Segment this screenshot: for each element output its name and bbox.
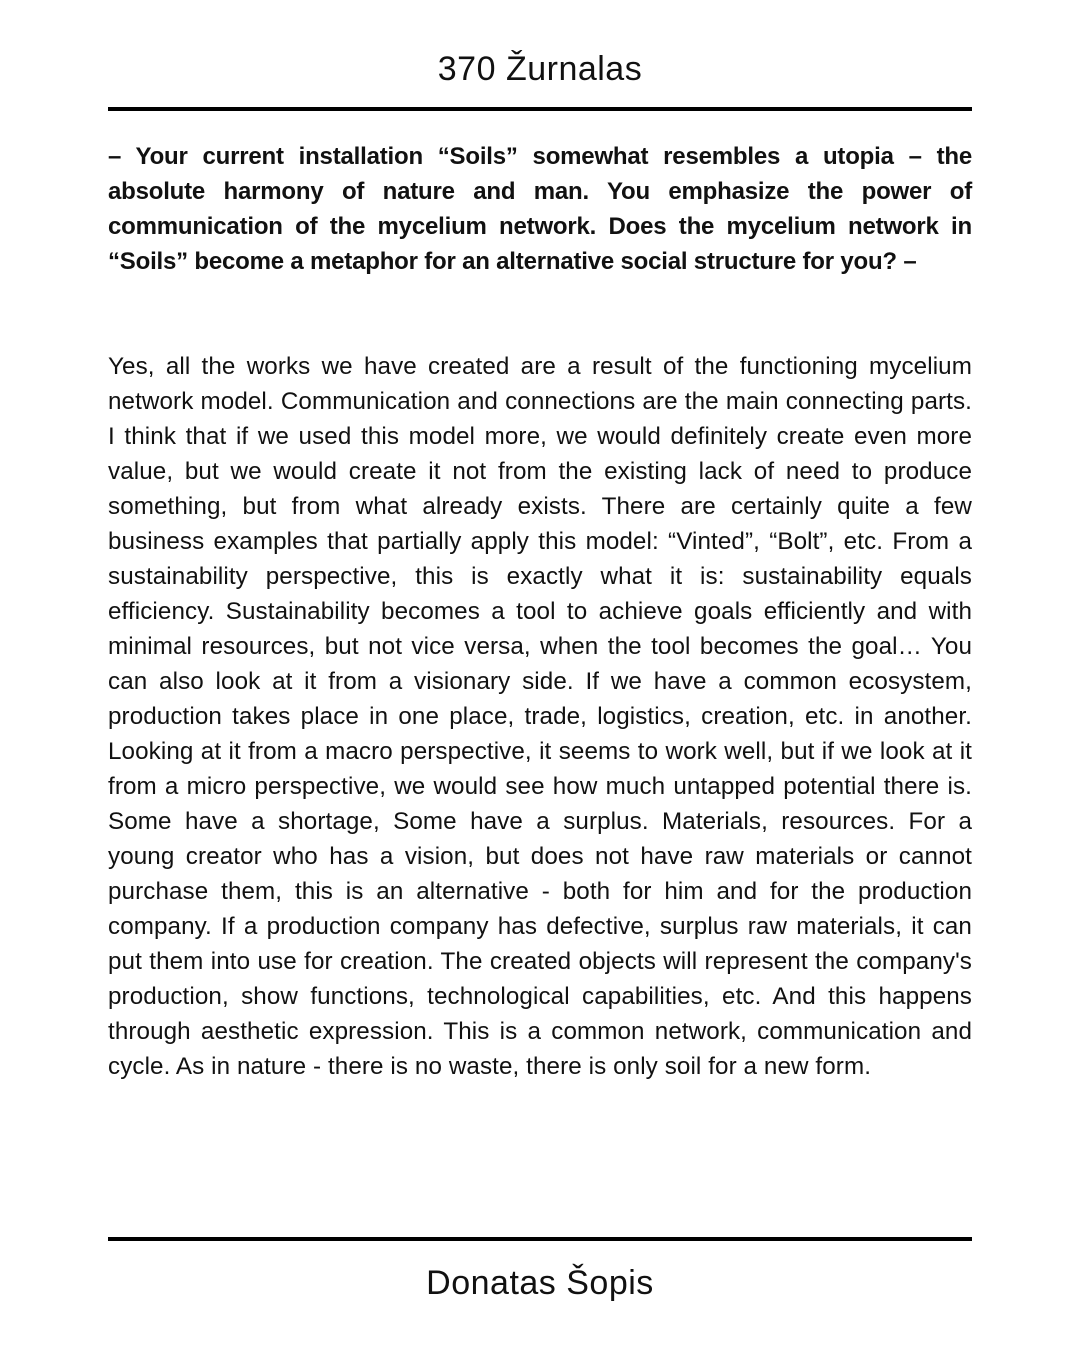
author-name: Donatas Šopis — [426, 1264, 654, 1302]
publication-title: 370 Žurnalas — [437, 50, 643, 88]
interview-answer: Yes, all the works we have created are a result of the functioning mycelium network model. Communication and connections are the main connecting parts. I think that if we used this model more, we would definitely create even more value, but we would create it not from the existing lack of need to produce something, but from what already exists. There are certainly quite a few business examples that partially apply this model: “Vinted”, “Bolt”, etc. From a sustainability perspective, this is exactly what it is: sustainability equals efficiency. Sustainability becomes a tool to achieve goals efficiently and with minimal resources, but not vice versa, when the tool becomes the goal… You can also look at it from a visionary side. If we have a common ecosystem, production takes place in one place, trade, logistics, creation, etc. in another. Looking at it from a macro perspective, it seems to work well, but if we look at it from a micro perspective, we would see how much untapped potential there is. Some have a shortage, Some have a surplus. Materials, resources. For a young creator who has a vision, but does not have raw materials or cannot purchase them, this is an alternative - both for him and for the production company. If a production company has defective, surplus raw materials, it can put them into use for creation. The created objects will represent the company's production, show functions, technological capabilities, etc. And this happens through aesthetic expression. This is a common network, communication and cycle. As in nature - there is no waste, there is only soil for a new form. — [108, 353, 972, 1080]
interview-question: – Your current installation “Soils” somewhat resembles a utopia – the absolute harmony of nature and man. You emphasize the power of communication of the mycelium network. Does the mycelium network in “Soils” become a metaphor for an alternative social structure for you? – — [108, 143, 972, 275]
bottom-divider — [108, 1237, 972, 1241]
top-divider — [108, 107, 972, 111]
